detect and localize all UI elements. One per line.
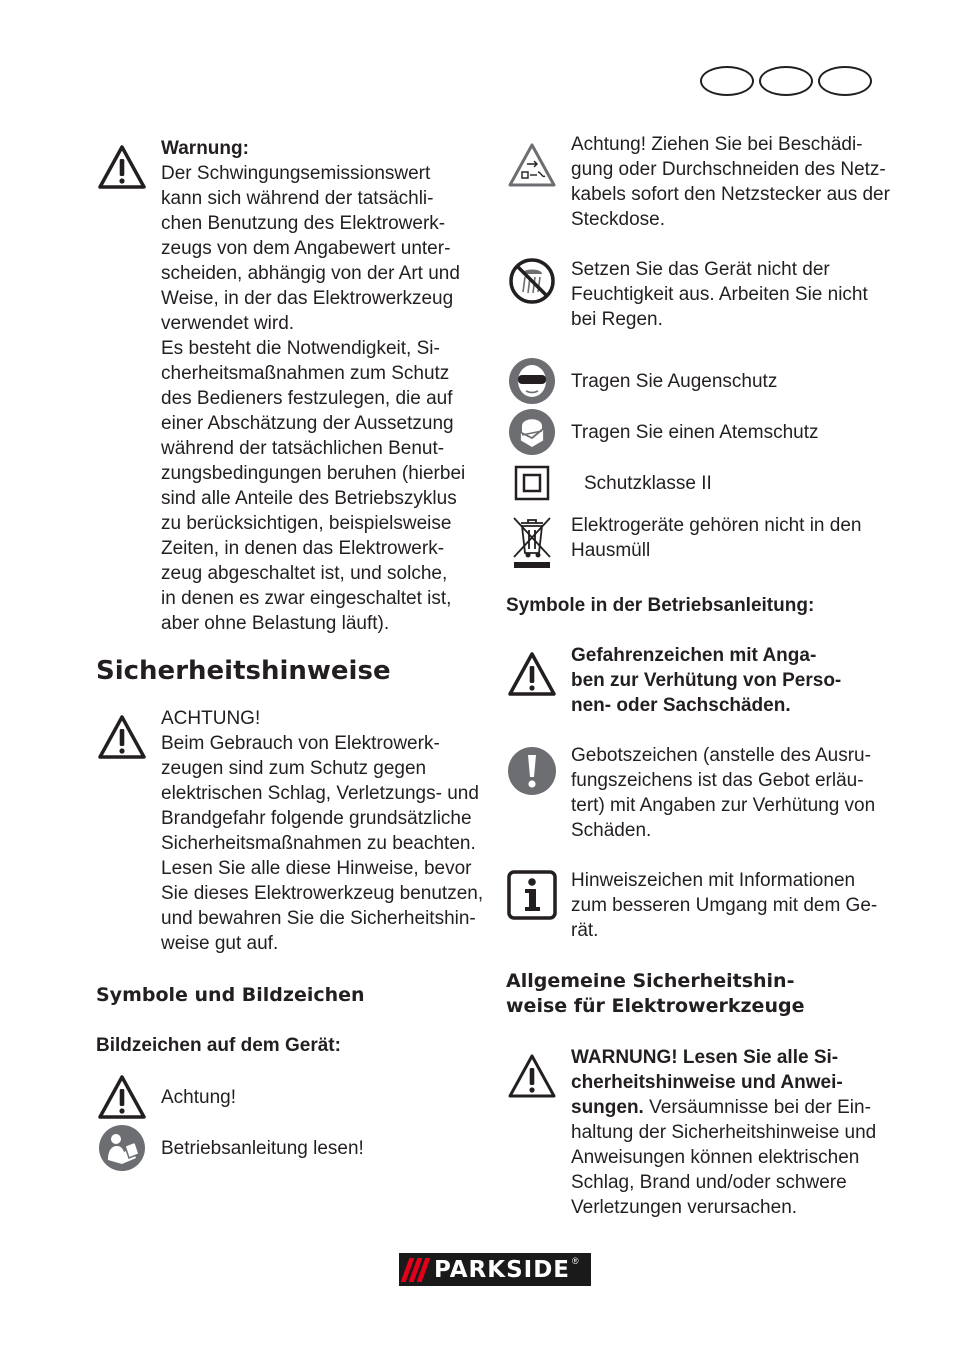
title-line: weise für Elektrowerkzeuge [506,995,805,1017]
device-symbol-label: Achtung! [161,1086,236,1108]
text-line: Gefahrenzeichen mit Anga- [571,645,817,666]
text-line: kabels sofort den Netzstecker aus der [571,184,890,205]
text-line: zeug abgeschaltet ist, und solche, [161,563,448,584]
device-symbol-manual [96,1124,486,1172]
general-safety-title [506,969,896,1019]
text-line: fungszeichens ist das Gebot erläu- [571,770,864,791]
symbol-text [571,132,896,232]
warning-triangle-icon [96,706,148,760]
warning-triangle-icon [96,1074,148,1120]
text-line: gung oder Durchschneiden des Netz- [571,159,886,180]
symbol-item [506,257,896,332]
text-line: cherheitshinweise und Anwei- [571,1072,843,1093]
unplug-icon [506,132,558,188]
text-line: cherheitsmaßnahmen zum Schutz [161,363,450,384]
symbol-item [506,459,896,507]
text-line: ACHTUNG! [161,708,261,729]
text-line: Sie dieses Elektrowerkzeug benutzen, [161,883,484,904]
mandatory-sign-icon [506,743,558,796]
achtung-notice [96,706,486,956]
device-symbol-label: Betriebsanleitung lesen! [161,1137,364,1159]
achtung-text [161,706,486,956]
text-line: tert) mit Angaben zur Verhütung von [571,795,876,816]
text-line: bei Regen. [571,309,663,330]
general-warning-text [571,1045,896,1220]
symbols-title: Symbole und Bildzeichen [96,984,365,1006]
text-line: Schlag, Brand und/oder schwere [571,1172,847,1193]
vibration-warning [96,136,486,636]
text-line: nen- oder Sachschäden. [571,695,791,716]
text-line: zum besseren Umgang mit dem Ge- [571,895,878,916]
section-title: Sicherheitshinweise [96,656,391,686]
eye-protection-icon [506,357,558,405]
manual-symbols-title: Symbole in der Betriebsanleitung: [506,595,815,616]
symbol-text: Tragen Sie einen Atemschutz [571,421,819,443]
text-line: sind alle Anteile des Betriebszyklus [161,488,457,509]
text-line: zungsbedingungen beruhen (hierbei [161,463,466,484]
manual-symbol-text [571,643,896,718]
text-line: haltung der Sicherheitshinweise und [571,1122,877,1143]
logo-registered: ® [572,1256,579,1266]
language-oval [818,66,872,96]
text-line: Gebotszeichen (anstelle des Ausru- [571,745,871,766]
warning-triangle-icon [506,643,558,697]
text-line: des Bedieners festzulegen, die auf [161,388,453,409]
text-line: einer Abschätzung der Aussetzung [161,413,454,434]
text-line: Weise, in der das Elektrowerkzeug [161,288,454,309]
language-ovals [700,66,872,96]
text-line: Hausmüll [571,540,651,561]
parkside-logo [399,1253,591,1286]
info-sign-icon [506,868,558,920]
vibration-warning-text [161,136,486,636]
symbol-item [506,408,896,456]
logo-stripes [405,1258,426,1282]
text-line: Steckdose. [571,209,665,230]
text-line: zu berücksichtigen, beispielsweise [161,513,452,534]
read-manual-icon [96,1124,148,1172]
symbol-text: Schutzklasse II [584,472,712,494]
respirator-icon [506,408,558,456]
text-line: chen Benutzung des Elektrowerk- [161,213,446,234]
text-line: Hinweiszeichen mit Informationen [571,870,856,891]
device-symbol-achtung [96,1074,486,1120]
text-line: Achtung! Ziehen Sie bei Beschädi- [571,134,863,155]
general-warning [506,1045,896,1220]
text-line: WARNUNG! Lesen Sie alle Si- [571,1047,839,1068]
symbol-item [506,357,896,405]
text-line: sungen. [571,1097,644,1118]
symbol-item [506,132,896,232]
text-line: ben zur Verhütung von Perso- [571,670,842,691]
symbol-text [571,513,896,563]
manual-symbol-text [571,743,896,843]
text-line: Verletzungen verursachen. [571,1197,798,1218]
warning-triangle-icon [506,1045,558,1099]
language-oval [759,66,813,96]
manual-symbol-item [506,643,896,718]
text-line: weise gut auf. [161,933,279,954]
text-line: aber ohne Belastung läuft). [161,613,390,634]
symbol-text: Tragen Sie Augenschutz [571,370,778,392]
text-line: kann sich während der tatsächli- [161,188,434,209]
text-line: Es besteht die Notwendigkeit, Si- [161,338,440,359]
warning-triangle-icon [96,136,148,190]
device-symbols-title: Bildzeichen auf dem Gerät: [96,1035,341,1056]
title-line: Allgemeine Sicherheitshin- [506,970,795,992]
text-line: Versäumnisse bei der Ein- [643,1097,871,1118]
text-line: Zeiten, in denen das Elektrowerk- [161,538,445,559]
manual-symbol-text [571,868,896,943]
text-line: Brandgefahr folgende grundsätzliche [161,808,472,829]
manual-symbol-item [506,743,896,843]
text-line: Schäden. [571,820,652,841]
no-rain-icon [506,257,558,305]
text-line: Der Schwingungsemissionswert [161,163,431,184]
text-line: scheiden, abhängig von der Art und [161,263,460,284]
text-line: Elektrogeräte gehören nicht in den [571,515,862,536]
text-line: zeugs von dem Angabewert unter- [161,238,451,259]
text-line: Anweisungen können elektrischen [571,1147,860,1168]
text-line: verwendet wird. [161,313,295,334]
text-line: Sicherheitsmaßnahmen zu beachten. [161,833,476,854]
warning-title: Warnung: [161,138,249,159]
text-line: zeugen sind zum Schutz gegen [161,758,427,779]
text-line: Lesen Sie alle diese Hinweise, bevor [161,858,472,879]
text-line: in denen es zwar eingeschaltet ist, [161,588,452,609]
text-line: Feuchtigkeit aus. Arbeiten Sie nicht [571,284,868,305]
text-line: während der tatsächlichen Benut- [161,438,445,459]
left-column [96,132,486,1172]
symbol-item [506,513,896,569]
weee-bin-icon [506,513,558,569]
text-line: und bewahren Sie die Sicherheitshin- [161,908,476,929]
symbol-text [571,257,896,332]
right-column [506,132,896,1220]
text-line: Setzen Sie das Gerät nicht der [571,259,830,280]
language-oval [700,66,754,96]
manual-symbol-item [506,868,896,943]
text-line: elektrischen Schlag, Verletzungs- und [161,783,479,804]
logo-text: PARKSIDE [434,1256,571,1283]
text-line: rät. [571,920,599,941]
protection-class-ii-icon [506,459,558,507]
text-line: Beim Gebrauch von Elektrowerk- [161,733,440,754]
